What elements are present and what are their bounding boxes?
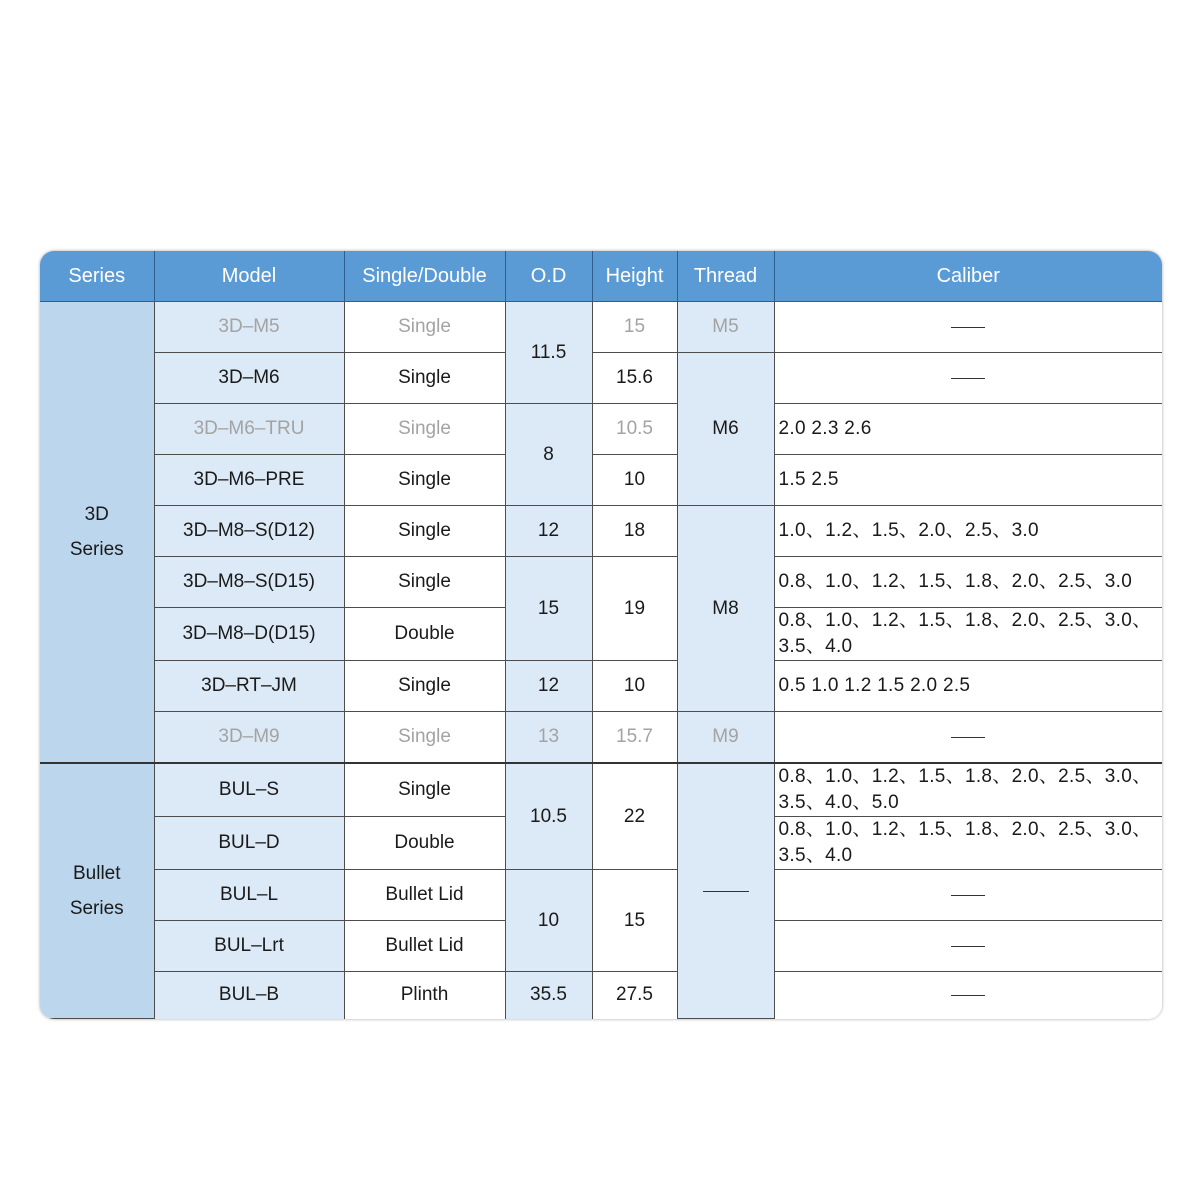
- caliber-cell: 2.0 2.3 2.6: [774, 404, 1162, 455]
- header-model: Model: [154, 251, 344, 302]
- table-row: [40, 353, 1162, 404]
- table-row: [40, 661, 1162, 712]
- header-series: Series: [40, 251, 154, 302]
- type-cell: Single: [344, 557, 505, 608]
- type-cell: Single: [344, 353, 505, 404]
- caliber-cell: [774, 817, 1162, 870]
- height-cell: 22: [592, 763, 677, 870]
- caliber-line: 3.5、4.0: [778, 845, 853, 867]
- caliber-cell: 1.0、1.2、1.5、2.0、2.5、3.0: [774, 506, 1162, 557]
- caliber-line: 3.5、4.0、5.0: [778, 792, 900, 814]
- type-cell: Bullet Lid: [344, 921, 505, 972]
- model-cell: BUL–B: [154, 972, 344, 1019]
- model-cell: BUL–L: [154, 870, 344, 921]
- header-single-double: Single/Double: [344, 251, 505, 302]
- spec-table: [40, 251, 1162, 1019]
- dash-mark: [951, 946, 985, 947]
- type-cell: Single: [344, 763, 505, 817]
- od-cell: 10.5: [505, 763, 592, 870]
- series-group-3d: [40, 302, 154, 764]
- table-row: [40, 404, 1162, 455]
- model-cell: 3D–M8–S(D12): [154, 506, 344, 557]
- table-row: [40, 972, 1162, 1019]
- height-cell: 10.5: [592, 404, 677, 455]
- series-label: 3D: [84, 504, 109, 526]
- dash-mark: [951, 995, 985, 996]
- height-cell: 10: [592, 661, 677, 712]
- table-row: [40, 302, 1162, 353]
- height-cell: 15.6: [592, 353, 677, 404]
- od-cell: 11.5: [505, 302, 592, 404]
- header-height: Height: [592, 251, 677, 302]
- caliber-line: 3.5、4.0: [778, 636, 853, 658]
- caliber-cell: 0.8、1.0、1.2、1.5、1.8、2.0、2.5、3.0: [774, 557, 1162, 608]
- model-cell: 3D–M6–PRE: [154, 455, 344, 506]
- height-cell: 15: [592, 302, 677, 353]
- model-cell: 3D–M6: [154, 353, 344, 404]
- od-cell: 35.5: [505, 972, 592, 1019]
- caliber-cell: [774, 712, 1162, 764]
- model-cell: 3D–M9: [154, 712, 344, 764]
- table-row: [40, 763, 1162, 817]
- model-cell: BUL–S: [154, 763, 344, 817]
- model-cell: BUL–Lrt: [154, 921, 344, 972]
- caliber-cell: 0.5 1.0 1.2 1.5 2.0 2.5: [774, 661, 1162, 712]
- caliber-cell: [774, 972, 1162, 1019]
- model-cell: 3D–RT–JM: [154, 661, 344, 712]
- table-row: [40, 455, 1162, 506]
- model-cell: BUL–D: [154, 817, 344, 870]
- thread-cell: M5: [677, 302, 774, 353]
- type-cell: Single: [344, 661, 505, 712]
- caliber-cell: [774, 763, 1162, 817]
- type-cell: Bullet Lid: [344, 870, 505, 921]
- model-cell: 3D–M5: [154, 302, 344, 353]
- thread-cell: M6: [677, 353, 774, 506]
- type-cell: Single: [344, 302, 505, 353]
- caliber-line: 0.8、1.0、1.2、1.5、1.8、2.0、2.5、3.0、: [778, 766, 1152, 788]
- height-cell: 15.7: [592, 712, 677, 764]
- od-cell: 10: [505, 870, 592, 972]
- dash-mark: [951, 378, 985, 379]
- series-label: Series: [69, 539, 124, 561]
- od-cell: 12: [505, 661, 592, 712]
- caliber-cell: [774, 353, 1162, 404]
- table-row: [40, 870, 1162, 921]
- header-caliber: Caliber: [774, 251, 1162, 302]
- caliber-cell: [774, 870, 1162, 921]
- height-cell: 27.5: [592, 972, 677, 1019]
- caliber-line: 0.8、1.0、1.2、1.5、1.8、2.0、2.5、3.0、: [778, 819, 1152, 841]
- header-row: [40, 251, 1162, 302]
- thread-cell: M8: [677, 506, 774, 712]
- od-cell: 8: [505, 404, 592, 506]
- thread-cell: M9: [677, 712, 774, 764]
- spec-table-card: [40, 251, 1162, 1019]
- height-cell: 15: [592, 870, 677, 972]
- model-cell: 3D–M6–TRU: [154, 404, 344, 455]
- height-cell: 18: [592, 506, 677, 557]
- model-cell: 3D–M8–D(D15): [154, 608, 344, 661]
- type-cell: Single: [344, 506, 505, 557]
- model-cell: 3D–M8–S(D15): [154, 557, 344, 608]
- od-cell: 15: [505, 557, 592, 661]
- type-cell: Plinth: [344, 972, 505, 1019]
- height-cell: 19: [592, 557, 677, 661]
- caliber-cell: [774, 302, 1162, 353]
- series-label: Series: [69, 898, 124, 920]
- series-label: Bullet: [72, 863, 121, 885]
- od-cell: 13: [505, 712, 592, 764]
- table-row: [40, 557, 1162, 608]
- table-row: [40, 506, 1162, 557]
- height-cell: 10: [592, 455, 677, 506]
- series-group-bullet: [40, 763, 154, 1018]
- dash-mark: [951, 895, 985, 896]
- caliber-cell: [774, 921, 1162, 972]
- caliber-line: 0.8、1.0、1.2、1.5、1.8、2.0、2.5、3.0、: [778, 610, 1152, 632]
- od-cell: 12: [505, 506, 592, 557]
- type-cell: Single: [344, 404, 505, 455]
- caliber-cell: 1.5 2.5: [774, 455, 1162, 506]
- dash-mark: [951, 737, 985, 738]
- dash-mark: [951, 327, 985, 328]
- dash-mark: [703, 891, 749, 892]
- caliber-cell: [774, 608, 1162, 661]
- header-od: O.D: [505, 251, 592, 302]
- type-cell: Double: [344, 608, 505, 661]
- type-cell: Single: [344, 455, 505, 506]
- header-thread: Thread: [677, 251, 774, 302]
- type-cell: Double: [344, 817, 505, 870]
- type-cell: Single: [344, 712, 505, 764]
- table-row: [40, 712, 1162, 764]
- thread-cell: [677, 763, 774, 1018]
